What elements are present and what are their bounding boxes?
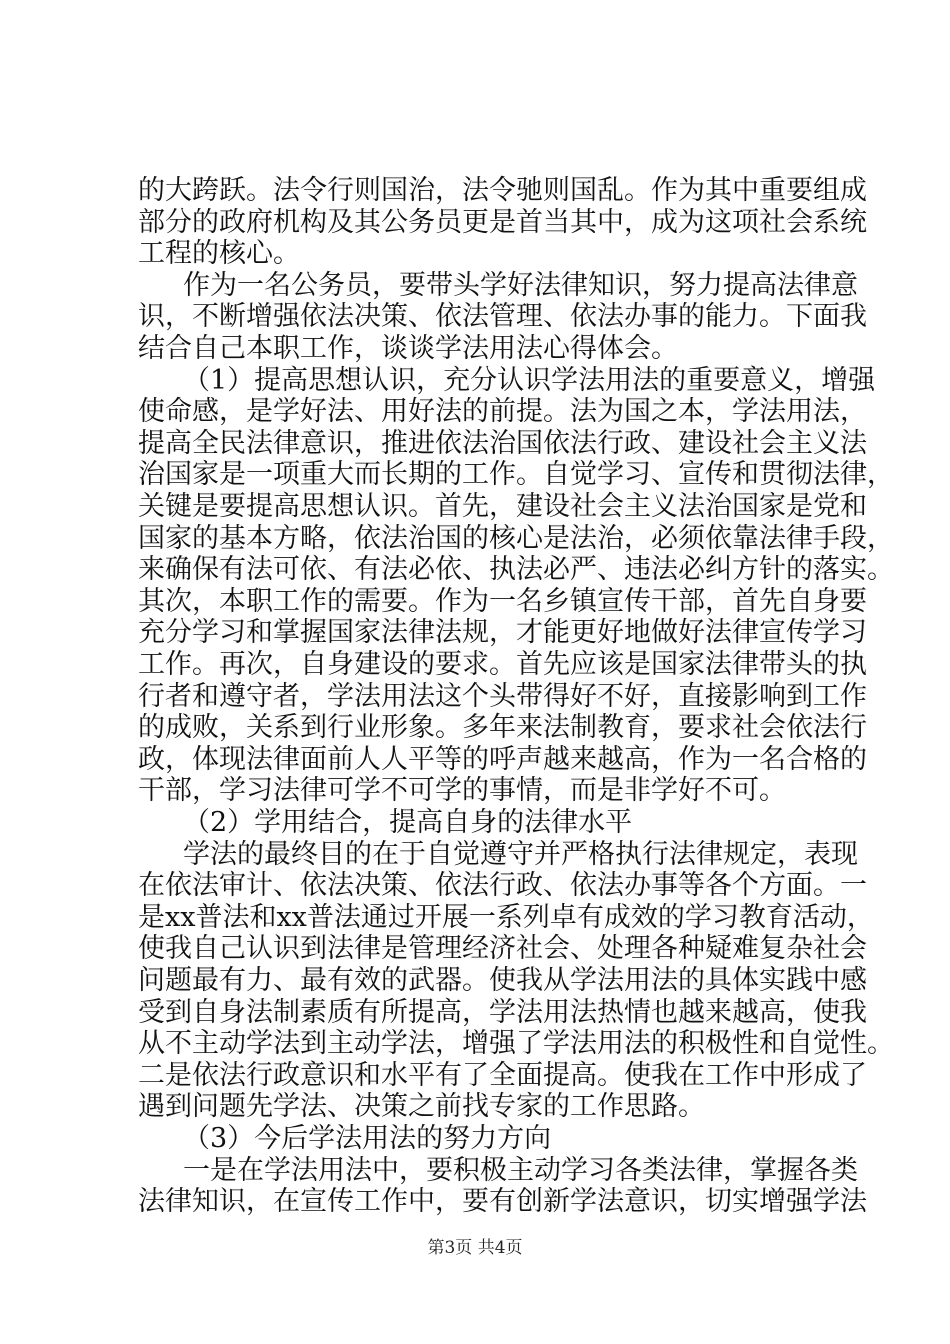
text-line: 受到自身法制素质有所提高，学法用法热情也越来越高，使我 xyxy=(138,996,867,1028)
text-line: 二是依法行政意识和水平有了全面提高。使我在工作中形成了 xyxy=(138,1059,867,1091)
page-footer: 第3页 共4页 xyxy=(427,1238,523,1258)
text-line: （2）学用结合，提高自身的法律水平 xyxy=(183,807,633,838)
text-line: 是xx普法和xx普法通过开展一系列卓有成效的学习教育活动， xyxy=(138,901,874,933)
text-line: 从不主动学法到主动学法，增强了学法用法的积极性和自觉性。 xyxy=(138,1028,894,1060)
text-line: 其次，本职工作的需要。作为一名乡镇宣传干部，首先自身要 xyxy=(138,585,867,617)
text-line: 部分的政府机构及其公务员更是首当其中，成为这项社会系统 xyxy=(138,206,867,238)
text-line: 识，不断增强依法决策、依法管理、依法办事的能力。下面我 xyxy=(138,301,867,333)
text-line: 国家的基本方略，依法治国的核心是法治，必须依靠法律手段， xyxy=(138,522,894,554)
text-line: 使我自己认识到法律是管理经济社会、处理各种疑难复杂社会 xyxy=(138,933,867,965)
text-line: 来确保有法可依、有法必依、执法必严、违法必纠方针的落实。 xyxy=(138,554,894,586)
text-line: 的大跨跃。法令行则国治，法令驰则国乱。作为其中重要组成 xyxy=(138,175,867,206)
text-line: 干部，学习法律可学不可学的事情，而是非学好不可。 xyxy=(138,775,786,807)
text-line: 工作。再次，自身建设的要求。首先应该是国家法律带头的执 xyxy=(138,649,867,680)
text-line: 政，体现法律面前人人平等的呼声越来越高，作为一名合格的 xyxy=(138,743,867,775)
text-line: 作为一名公务员，要带头学好法律知识，努力提高法律意 xyxy=(183,269,858,301)
text-line: 提高全民法律意识，推进依法治国依法行政、建设社会主义法 xyxy=(138,427,867,459)
text-line: 关键是要提高思想认识。首先，建设社会主义法治国家是党和 xyxy=(138,491,867,522)
text-line: 一是在学法用法中，要积极主动学习各类法律，掌握各类 xyxy=(183,1154,858,1186)
text-line: 工程的核心。 xyxy=(138,238,300,270)
text-line: 充分学习和掌握国家法律法规，才能更好地做好法律宣传学习 xyxy=(138,617,867,649)
text-line: 的成败，关系到行业形象。多年来法制教育，要求社会依法行 xyxy=(138,712,867,744)
text-line: 遇到问题先学法、决策之前找专家的工作思路。 xyxy=(138,1091,705,1123)
text-line: （1）提高思想认识，充分认识学法用法的重要意义，增强 xyxy=(183,364,876,396)
text-line: 使命感，是学好法、用好法的前提。法为国之本，学法用法， xyxy=(138,396,867,428)
text-line: 结合自己本职工作，谈谈学法用法心得体会。 xyxy=(138,333,678,364)
text-line: 学法的最终目的在于自觉遵守并严格执行法律规定，表现 xyxy=(183,838,858,870)
text-line: 治国家是一项重大而长期的工作。自觉学习、宣传和贯彻法律， xyxy=(138,459,894,491)
text-line: 行者和遵守者，学法用法这个头带得好不好，直接影响到工作 xyxy=(138,680,867,712)
text-line: 法律知识，在宣传工作中，要有创新学法意识，切实增强学法 xyxy=(138,1186,867,1218)
text-line: （3）今后学法用法的努力方向 xyxy=(183,1123,552,1154)
text-line: 问题最有力、最有效的武器。使我从学法用法的具体实践中感 xyxy=(138,965,867,996)
text-line: 在依法审计、依法决策、依法行政、依法办事等各个方面。一 xyxy=(138,870,867,902)
